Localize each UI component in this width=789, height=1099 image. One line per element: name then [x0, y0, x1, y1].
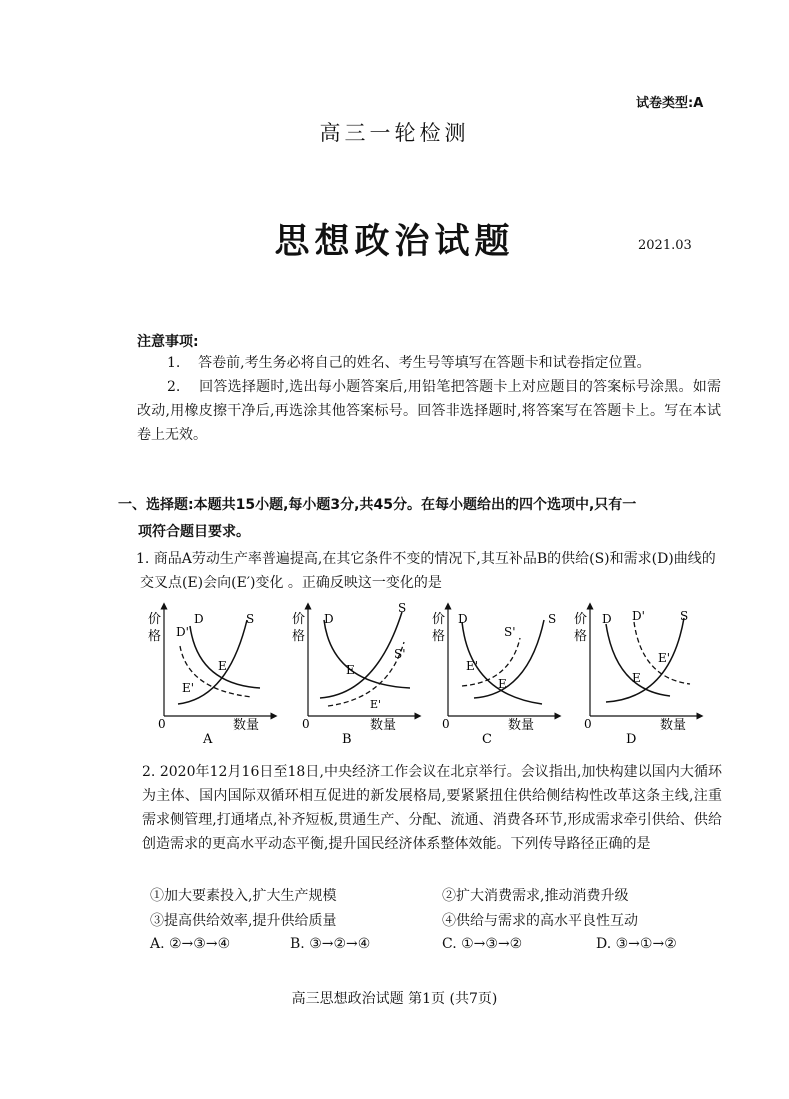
- question-2-item-1: ①加大要素投入,扩大生产规模: [150, 888, 337, 904]
- graph-b-label-s: S: [398, 601, 407, 615]
- graph-d-y-label-2: 格: [574, 629, 588, 644]
- graph-c: [432, 606, 558, 747]
- question-2-item-4: ④供给与需求的高水平良性互动: [442, 913, 638, 929]
- question-2-answer-a: A. ②→③→④: [150, 936, 231, 952]
- section-heading: [118, 492, 724, 546]
- graph-b-origin: 0: [302, 717, 310, 731]
- graph-b-label-e: E: [346, 663, 355, 677]
- graph-a-y-label-2: 格: [148, 629, 162, 644]
- graph-d-label-d: D: [602, 612, 612, 626]
- graph-d: [574, 606, 700, 747]
- graph-b-x-label: 数量: [370, 718, 397, 733]
- section-heading-line2: 项符合题目要求。: [138, 524, 250, 540]
- section-heading-line1: 一、选择题:本题共15小题,每小题3分,共45分。在每小题给出的四个选项中,只有一: [118, 497, 637, 513]
- graph-a-label-s: S: [246, 612, 255, 626]
- graph-c-y-label-1: 价: [432, 612, 446, 627]
- graph-d-origin: 0: [584, 717, 592, 731]
- question-2-items-row-2: [150, 910, 722, 930]
- exam-subtitle: 高三一轮检测: [319, 121, 470, 145]
- graph-d-label-e: E: [632, 671, 641, 685]
- question-1-graphs: [140, 598, 720, 748]
- graph-c-x-label: 数量: [508, 718, 535, 733]
- notice-item-2: 2. 回答选择题时,选出每小题答案后,用铅笔把答题卡上对应题目的答案标号涂黑。如需改动,用橡皮擦干净后,再选涂其他答案标号。回答非选择题时,将答案写在答题卡上。写在本试卷上无效。: [137, 379, 721, 443]
- graph-b: [292, 601, 418, 747]
- notice-item-1: 1. 答卷前,考生务必将自己的姓名、考生号等填写在答题卡和试卷指定位置。: [167, 355, 651, 371]
- graph-a-demand-curve: [190, 626, 260, 688]
- graph-c-label-e-prime: E': [466, 659, 479, 673]
- graph-c-origin: 0: [442, 717, 450, 731]
- graph-c-label-d: D: [458, 612, 468, 626]
- graph-a: [148, 606, 274, 747]
- graph-c-label-e: E: [498, 677, 507, 691]
- graph-a-x-label: 数量: [233, 718, 260, 733]
- exam-title: 思想政治试题: [274, 221, 515, 262]
- graph-a-label-e: E: [218, 659, 227, 673]
- graph-d-y-label-1: 价: [574, 612, 588, 627]
- graph-d-x-label: 数量: [660, 718, 687, 733]
- graph-d-option: D: [626, 732, 637, 747]
- graph-b-label-e-prime: E': [370, 698, 382, 711]
- graph-b-label-d: D: [324, 612, 334, 626]
- graph-a-origin: 0: [158, 717, 166, 731]
- graph-b-label-s-prime: S': [394, 647, 406, 661]
- graph-d-label-s: S: [680, 609, 689, 623]
- question-2-answer-b: B. ③→②→④: [290, 936, 371, 952]
- exam-date: 2021.03: [638, 238, 692, 253]
- graph-b-option: B: [342, 732, 352, 747]
- graph-d-label-d-prime: D': [632, 609, 645, 623]
- question-2-item-2: ②扩大消费需求,推动消费升级: [442, 888, 629, 904]
- graph-c-label-s: S: [548, 612, 557, 626]
- graph-a-label-d: D: [194, 612, 204, 626]
- graph-c-y-label-2: 格: [432, 629, 446, 644]
- page-footer: 高三思想政治试题 第1页 (共7页): [291, 991, 498, 1007]
- question-1-stem: 1. 商品A劳动生产率普遍提高,在其它条件不变的情况下,其互补品B的供给(S)和需求(D)曲线的交叉点(E)会向(E′)变化 。正确反映这一变化的是: [136, 551, 716, 591]
- question-2-item-3: ③提高供给效率,提升供给质量: [150, 913, 337, 929]
- graph-c-option: C: [482, 732, 492, 747]
- question-2-answer-c: C. ①→③→②: [442, 936, 523, 952]
- graph-d-label-e-prime: E': [658, 651, 671, 665]
- graph-a-label-e-prime: E': [182, 681, 195, 695]
- paper-type: 试卷类型:A: [636, 96, 704, 111]
- graph-a-option: A: [203, 732, 213, 747]
- graph-b-supply-curve-dashed: [328, 642, 404, 706]
- graph-b-y-label-2: 格: [292, 629, 306, 644]
- question-2-items-row-1: [150, 885, 722, 905]
- question-2-answer-d: D. ③→①→②: [596, 936, 677, 952]
- graph-c-label-s-prime: S': [504, 625, 516, 639]
- graph-a-label-d-prime: D': [176, 625, 189, 639]
- notice-heading: 注意事项:: [137, 334, 199, 350]
- graph-a-y-label-1: 价: [148, 612, 162, 627]
- graph-b-y-label-1: 价: [292, 612, 306, 627]
- question-2-stem: 2. 2020年12月16日至18日,中央经济工作会议在北京举行。会议指出,加快构建以国内大循环为主体、国内国际双循环相互促进的新发展格局,要紧紧扭住供给侧结构性改革这条主线,注重需求侧管理,打通堵点,补齐短板,贯通生产、分配、流通、消费各环节,形成需求牵引供给、供给创造需求的更高水平动态平衡,提升国民经济体系整体效能。下列传导路径正确的是: [142, 764, 722, 852]
